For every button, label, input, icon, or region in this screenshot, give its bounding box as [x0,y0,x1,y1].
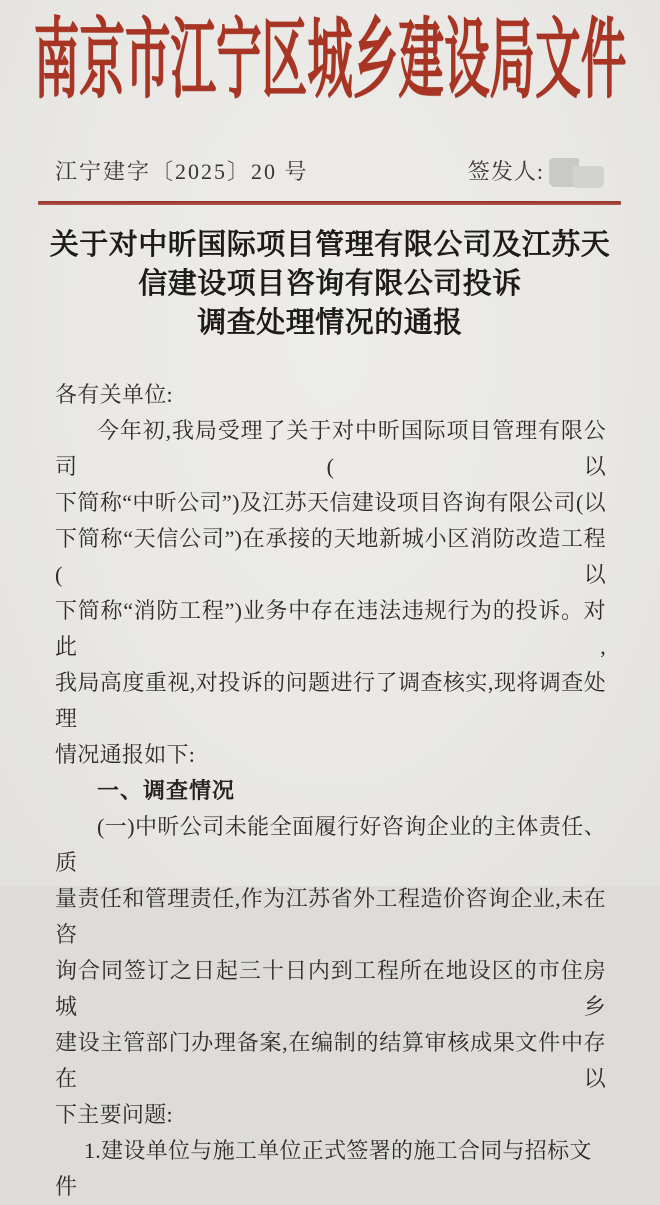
body-line: (一)中昕公司未能全面履行好咨询企业的主体责任、质 [55,814,606,875]
document-title [0,226,660,343]
body-line: 各有关单位: [55,382,173,407]
doc-meta-row [55,157,605,188]
title-line-1: 关于对中昕国际项目管理有限公司及江苏天 [49,229,611,261]
signer [468,157,605,188]
doc-number: 江宁建字〔2025〕20 号 [55,159,309,184]
body-line: 下简称“中昕公司”)及江苏天信建设项目咨询有限公司(以 [55,490,606,515]
signer-label: 签发人: [467,159,544,184]
red-separator-line [38,201,621,205]
body-section-heading: 一、调查情况 [97,778,236,803]
body-line: 今年初,我局受理了关于对中昕国际项目管理有限公司(以 [55,418,606,479]
title-line-3: 调查处理情况的通报 [197,307,463,339]
body-line: 下简称“消防工程”)业务中存在违法违规行为的投诉。对此, [55,598,606,659]
body-line: 下主要问题: [55,1102,173,1127]
redaction-block-right [573,166,604,188]
body-line: 建设主管部门办理备案,在编制的结算审核成果文件中存在以 [55,1030,606,1091]
masthead-banner [0,10,660,109]
body-text [55,377,606,1205]
body-line: 情况通报如下: [55,742,196,767]
body-line: 询合同签订之日起三十日内到工程所在地设区的市住房城乡 [55,958,606,1019]
body-line: 下简称“天信公司”)在承接的天地新城小区消防改造工程(以 [55,526,606,587]
body-line: 1.建设单位与施工单位正式签署的施工合同与招标文件 [55,1138,592,1199]
signer-redaction-blur [549,158,605,189]
body-line: 量责任和管理责任,作为江苏省外工程造价咨询企业,未在咨 [55,886,606,947]
body-line: 我局高度重视,对投诉的问题进行了调查核实,现将调查处理 [55,670,606,731]
agency-masthead-title: 南京市江宁区城乡建设局文件 [33,10,627,109]
title-line-2: 信建设项目咨询有限公司投诉 [138,268,522,300]
